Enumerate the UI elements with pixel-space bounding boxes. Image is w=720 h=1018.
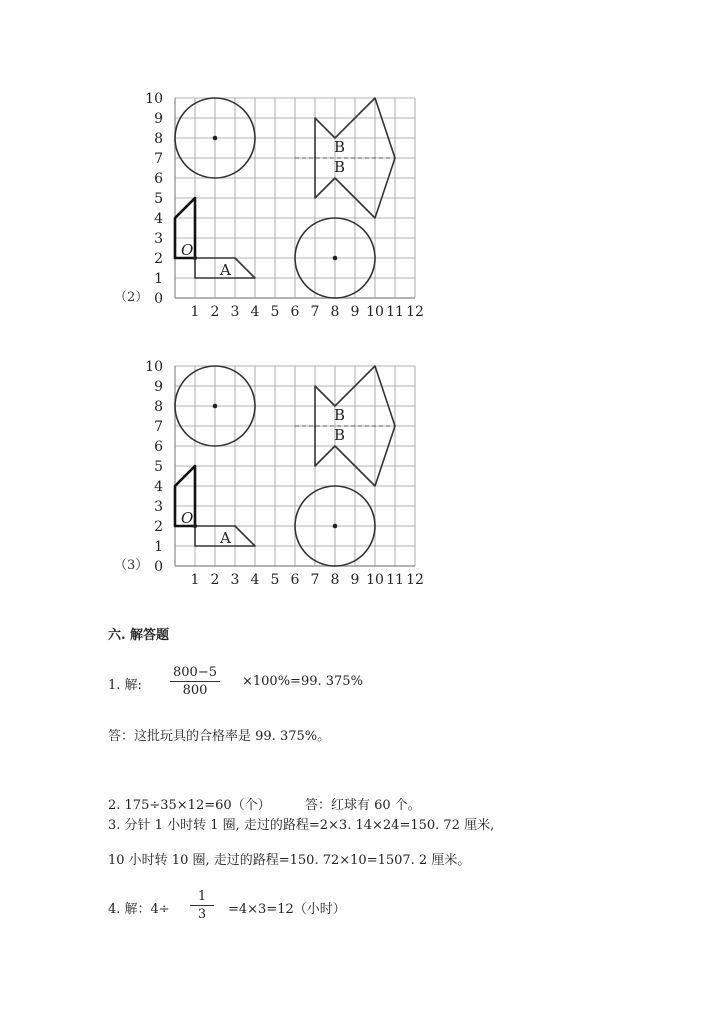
- label-b-upper: B: [334, 138, 346, 156]
- grid-figure-2: [100, 90, 440, 330]
- y-tick-label: 6: [154, 439, 163, 455]
- x-tick-label: 8: [330, 304, 340, 320]
- x-tick-label: 11: [386, 304, 404, 320]
- x-tick-label: 5: [270, 304, 280, 320]
- grid-diagram: [100, 90, 440, 330]
- q1-numerator: 800−5: [170, 665, 220, 682]
- y-tick-label: 2: [154, 251, 163, 267]
- x-tick-label: 1: [190, 572, 200, 588]
- point-o: [193, 524, 197, 528]
- y-tick-label: 5: [154, 191, 163, 207]
- x-tick-label: 12: [406, 304, 424, 320]
- q2-answer: 答：红球有 60 个。: [305, 798, 421, 813]
- q4-numerator: 1: [190, 889, 214, 906]
- y-tick-label: 2: [154, 519, 163, 535]
- section-heading: 六. 解答题: [108, 628, 170, 643]
- y-tick-label: 7: [154, 419, 163, 435]
- q1-suffix: ×100%=99. 375%: [242, 674, 363, 689]
- y-tick-label: 10: [145, 91, 163, 107]
- x-tick-label: 9: [350, 572, 360, 588]
- q4-fraction: [190, 889, 214, 922]
- y-tick-label: 9: [154, 379, 163, 395]
- x-tick-label: 4: [250, 572, 260, 588]
- grid-figure-3: [100, 358, 440, 598]
- x-tick-label: 2: [210, 572, 220, 588]
- x-tick-label: 3: [230, 572, 240, 588]
- figure-label: （3）: [114, 558, 149, 573]
- x-tick-label: 11: [386, 572, 404, 588]
- y-tick-label: 3: [154, 499, 163, 515]
- x-tick-label: 3: [230, 304, 240, 320]
- q3-line1: 3. 分针 1 小时转 1 圈, 走过的路程=2×3. 14×24=150. 72 厘米,: [108, 818, 495, 833]
- figure-label: （2）: [114, 290, 149, 305]
- circle-center: [213, 136, 218, 141]
- y-tick-label: 3: [154, 231, 163, 247]
- circle-center: [333, 524, 338, 529]
- y-tick-label: 9: [154, 111, 163, 127]
- y-tick-label: 7: [154, 151, 163, 167]
- y-tick-label: 4: [154, 479, 163, 495]
- label-o: O: [181, 241, 194, 259]
- q4-denominator: 3: [197, 907, 207, 922]
- x-tick-label: 7: [310, 572, 320, 588]
- y-tick-label: 1: [154, 539, 163, 555]
- x-tick-label: 2: [210, 304, 220, 320]
- x-tick-label: 8: [330, 572, 340, 588]
- q4-prefix: 4. 解：4÷: [108, 902, 170, 917]
- y-tick-label: 10: [145, 359, 163, 375]
- q1-answer: 答：这批玩具的合格率是 99. 375%。: [108, 729, 331, 744]
- y-tick-label: 5: [154, 459, 163, 475]
- x-tick-label: 4: [250, 304, 260, 320]
- y-tick-label: 6: [154, 171, 163, 187]
- q2-expression: 2. 175÷35×12=60（个）: [108, 798, 271, 813]
- x-tick-label: 6: [290, 304, 300, 320]
- x-tick-label: 10: [366, 572, 384, 588]
- q1-denominator: 800: [182, 683, 208, 698]
- q1-prefix: 1. 解:: [108, 678, 142, 693]
- x-tick-label: 1: [190, 304, 200, 320]
- y-tick-label: 1: [154, 271, 163, 287]
- x-tick-label: 9: [350, 304, 360, 320]
- y-tick-label: 8: [154, 399, 163, 415]
- x-tick-label: 12: [406, 572, 424, 588]
- circle-center: [213, 404, 218, 409]
- y-tick-label: 4: [154, 211, 163, 227]
- label-b-upper: B: [334, 406, 346, 424]
- label-b-lower: B: [334, 158, 346, 176]
- circle-center: [333, 256, 338, 261]
- label-o: O: [181, 509, 194, 527]
- point-o: [193, 256, 197, 260]
- q1-fraction: [170, 665, 220, 698]
- x-tick-label: 5: [270, 572, 280, 588]
- q3-line2: 10 小时转 10 圈, 走过的路程=150. 72×10=1507. 2 厘米。: [108, 853, 471, 868]
- x-tick-label: 6: [290, 572, 300, 588]
- q4-suffix: =4×3=12（小时）: [228, 902, 346, 917]
- x-tick-label: 7: [310, 304, 320, 320]
- label-b-lower: B: [334, 426, 346, 444]
- label-a: A: [220, 529, 231, 547]
- y-tick-label: 8: [154, 131, 163, 147]
- y-tick-label: 0: [154, 559, 163, 575]
- grid-diagram: [100, 358, 440, 598]
- x-tick-label: 10: [366, 304, 384, 320]
- y-tick-label: 0: [154, 291, 163, 307]
- label-a: A: [220, 261, 231, 279]
